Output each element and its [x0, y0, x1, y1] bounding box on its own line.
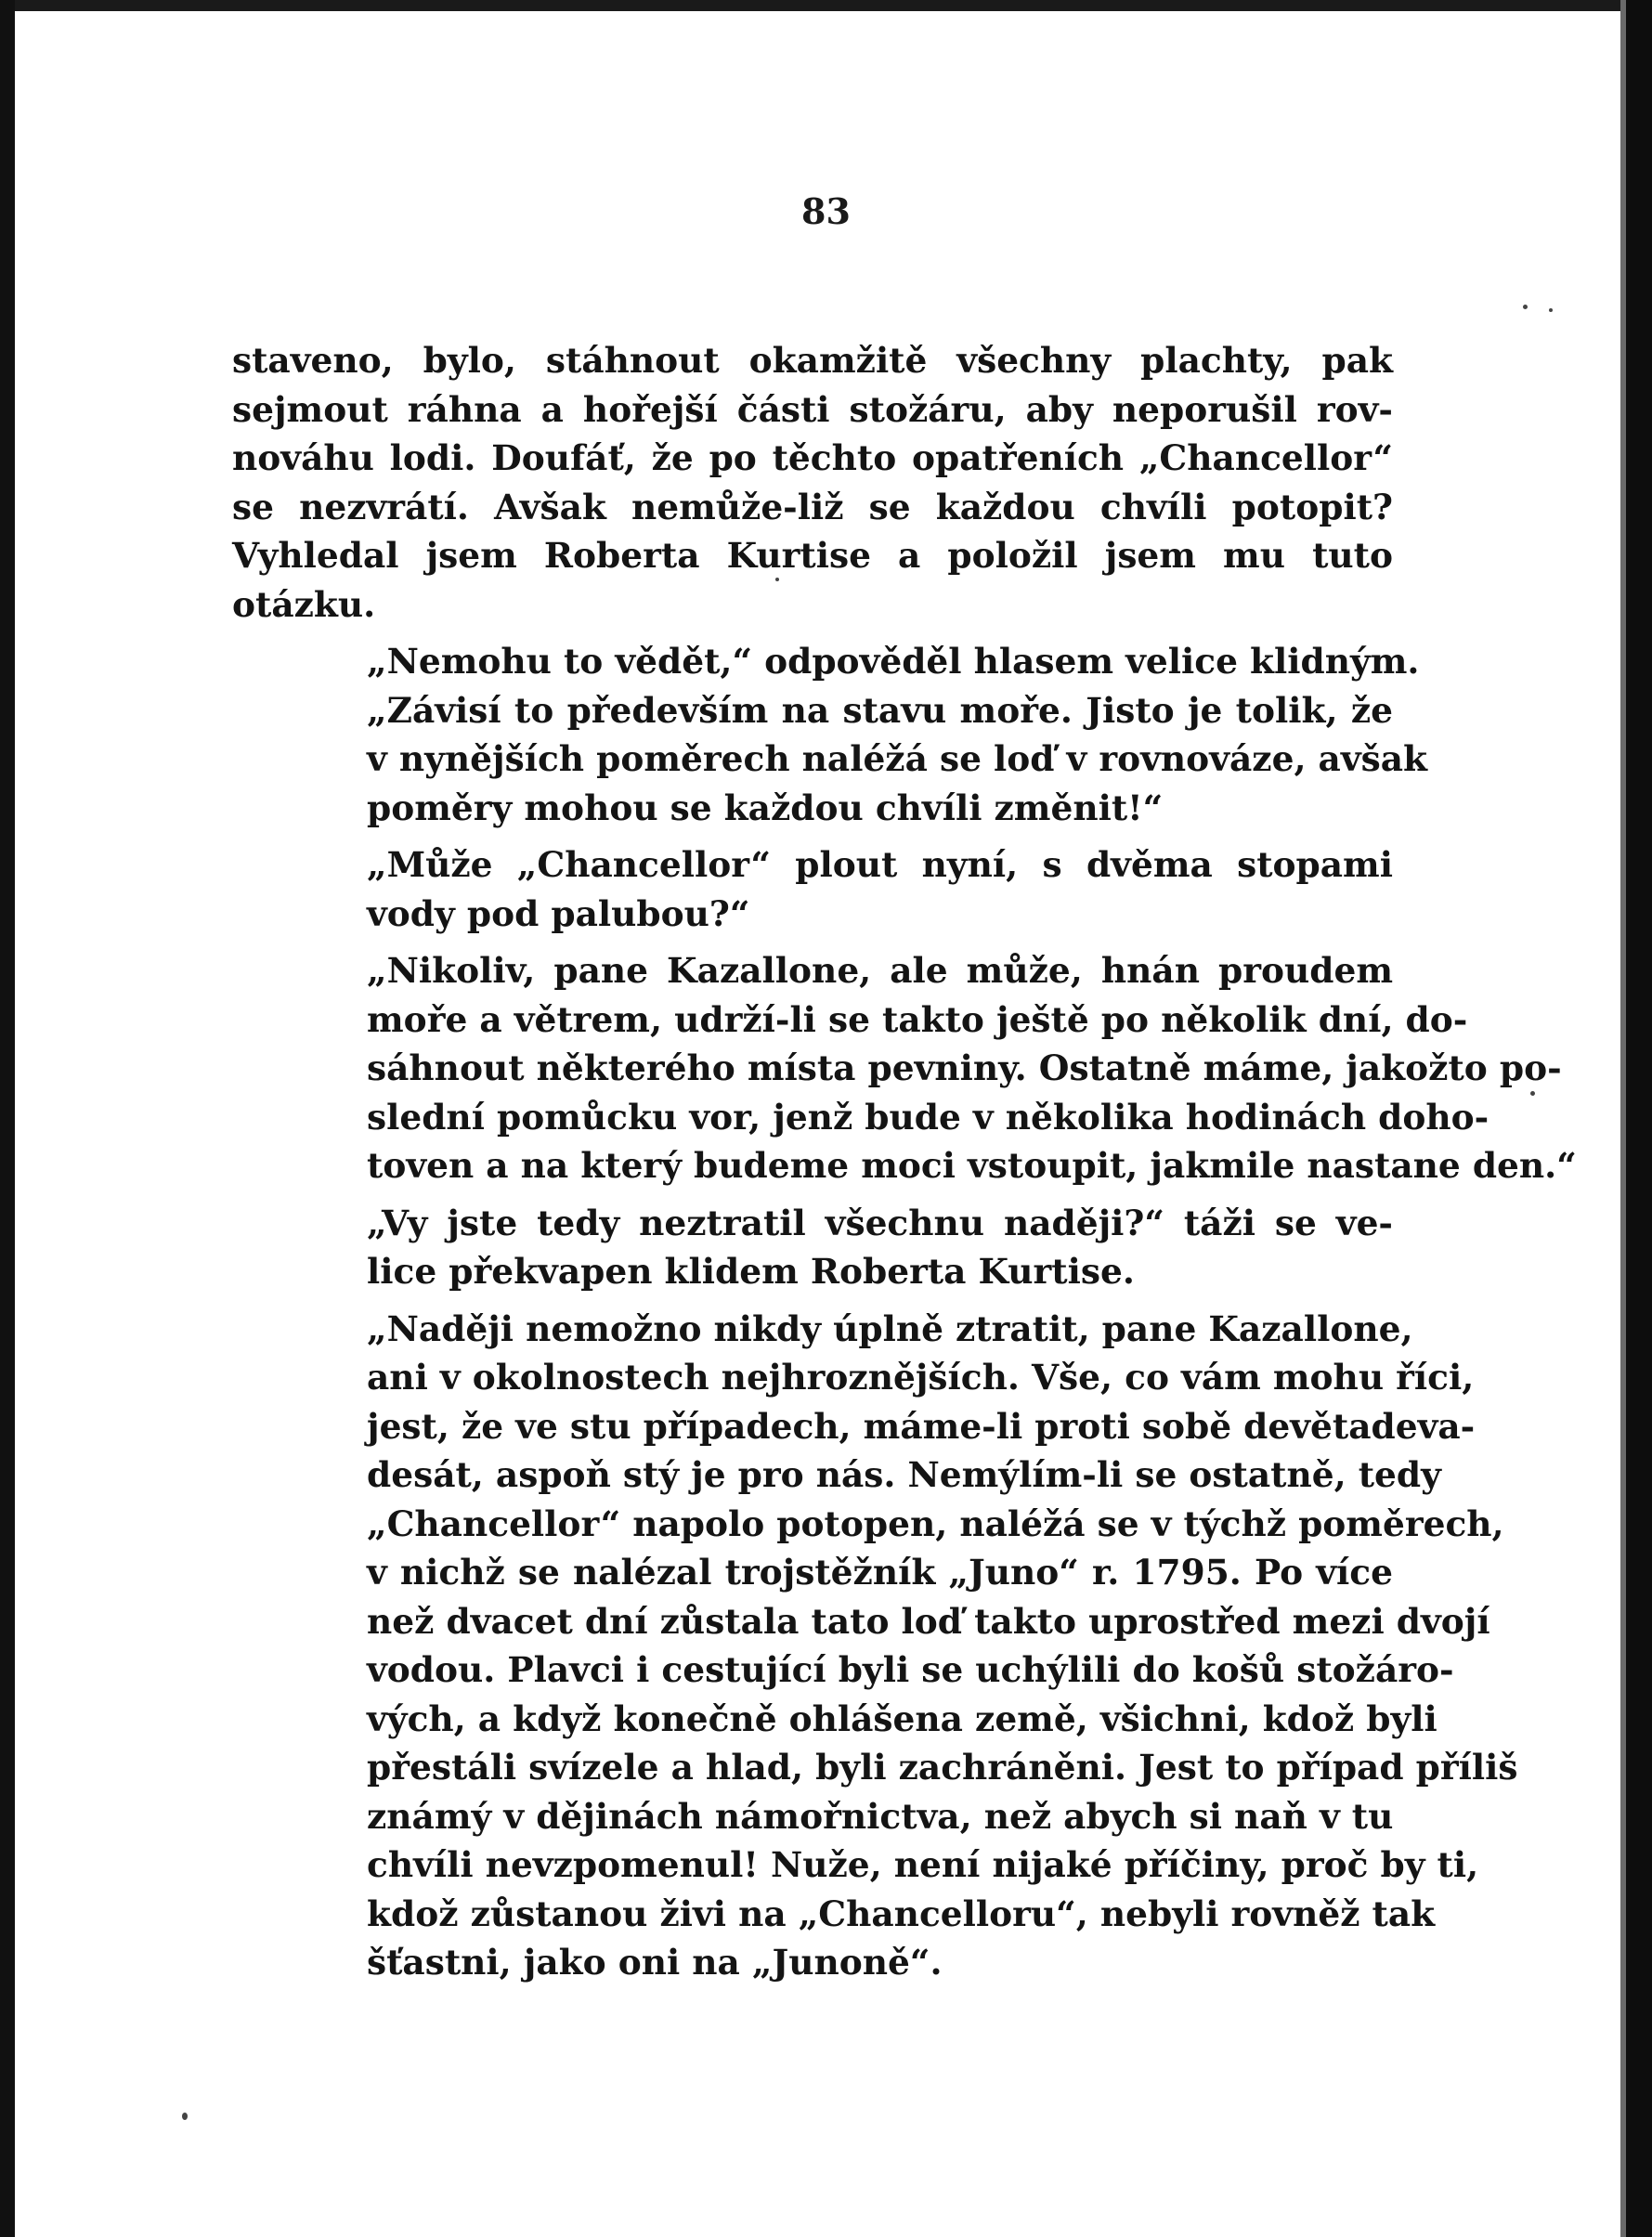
scan-speck [1549, 308, 1553, 312]
text-line: než dvacet dní zůstala tato loď takto uprostřed mezi dvojí [367, 1600, 1490, 1642]
page-number: 83 [801, 190, 851, 232]
text-line: přestáli svízele a hlad, byli zachráněni. Jest to případ příliš [367, 1747, 1518, 1788]
text-line: jest, že ve stu případech, máme-li proti sobě devětadeva- [367, 1405, 1476, 1447]
text-line: staveno, bylo, stáhnout okamžitě všechny plachty, pak [232, 340, 1393, 381]
scan-border-top [0, 0, 1652, 11]
text-line: otázku. [232, 583, 376, 625]
text-line: vody pod palubou?“ [367, 892, 750, 934]
text-line: slední pomůcku vor, jenž bude v několika hodinách doho- [367, 1096, 1489, 1138]
text-line: „Závisí to především na stavu moře. Jisto je tolik, že [367, 689, 1393, 731]
text-line: nováhu lodi. Doufáť, že po těchto opatřeních „Chancellor“ [232, 437, 1393, 478]
paragraph [232, 946, 1577, 1190]
text-line: Vyhledal jsem Roberta Kurtise a položil jsem mu tuto [232, 535, 1393, 576]
text-line: „Vy jste tedy neztratil všechnu naději?“ táži se ve- [367, 1202, 1393, 1243]
text-line: „Naději nemožno nikdy úplně ztratit, pane Kazallone, [367, 1307, 1413, 1349]
text-line: lice překvapen klidem Roberta Kurtise. [367, 1251, 1135, 1292]
text-line: vých, a když konečně ohlášena země, všichni, kdož byli [367, 1697, 1437, 1739]
scan-speck [1530, 1091, 1535, 1096]
scan-border-left [0, 0, 15, 2237]
text-line: chvíli nevzpomenul! Nuže, není nijaké příčiny, proč by ti, [367, 1844, 1479, 1885]
scan-border-right [1626, 0, 1652, 2237]
text-line: známý v dějinách námořnictva, než abych si naň v tu [367, 1795, 1394, 1837]
text-line: „Nemohu to vědět,“ odpověděl hlasem velice klidným. [367, 641, 1420, 682]
text-line: v nynějších poměrech naléžá se loď v rovnováze, avšak [367, 738, 1428, 779]
body-text [232, 336, 1577, 1996]
paragraph [232, 1305, 1518, 1987]
text-line: ani v okolnostech nejhroznějších. Vše, co vám mohu říci, [367, 1357, 1475, 1398]
text-line: moře a větrem, udrží-li se takto ještě po několik dní, do- [367, 998, 1468, 1040]
text-line: kdož zůstanou živi na „Chancelloru“, nebyli rovněž tak [367, 1892, 1436, 1934]
text-line: poměry mohou se každou chvíli změnit!“ [367, 787, 1164, 828]
paragraph [232, 840, 1393, 938]
text-line: šťastni, jako oni na „Junoně“. [367, 1942, 943, 1983]
text-line: „Chancellor“ napolo potopen, naléžá se v týchž poměrech, [367, 1502, 1504, 1544]
paragraph [232, 1199, 1393, 1296]
paragraph [232, 637, 1428, 832]
text-line: toven a na který budeme moci vstoupit, jakmile nastane den.“ [367, 1145, 1577, 1186]
text-line: „Může „Chancellor“ plout nyní, s dvěma stopami [367, 844, 1393, 885]
text-line: se nezvrátí. Avšak nemůže-liž se každou chvíli potopit? [232, 486, 1393, 527]
text-line: „Nikoliv, pane Kazallone, ale může, hnán proudem [367, 950, 1393, 991]
text-line: sejmout ráhna a hořejší části stožáru, aby neporušil rov- [232, 388, 1393, 430]
paragraph [232, 336, 1393, 629]
text-line: desát, aspoň stý je pro nás. Nemýlím-li se ostatně, tedy [367, 1454, 1441, 1495]
text-line: v nichž se nalézal trojstěžník „Juno“ r. 1795. Po více [367, 1552, 1393, 1593]
text-line: sáhnout některého místa pevniny. Ostatně máme, jakožto po- [367, 1047, 1562, 1088]
text-line: vodou. Plavci i cestující byli se uchýlili do košů stožáro- [367, 1649, 1454, 1690]
scan-speck [1523, 305, 1528, 309]
scan-speck [182, 2113, 188, 2120]
